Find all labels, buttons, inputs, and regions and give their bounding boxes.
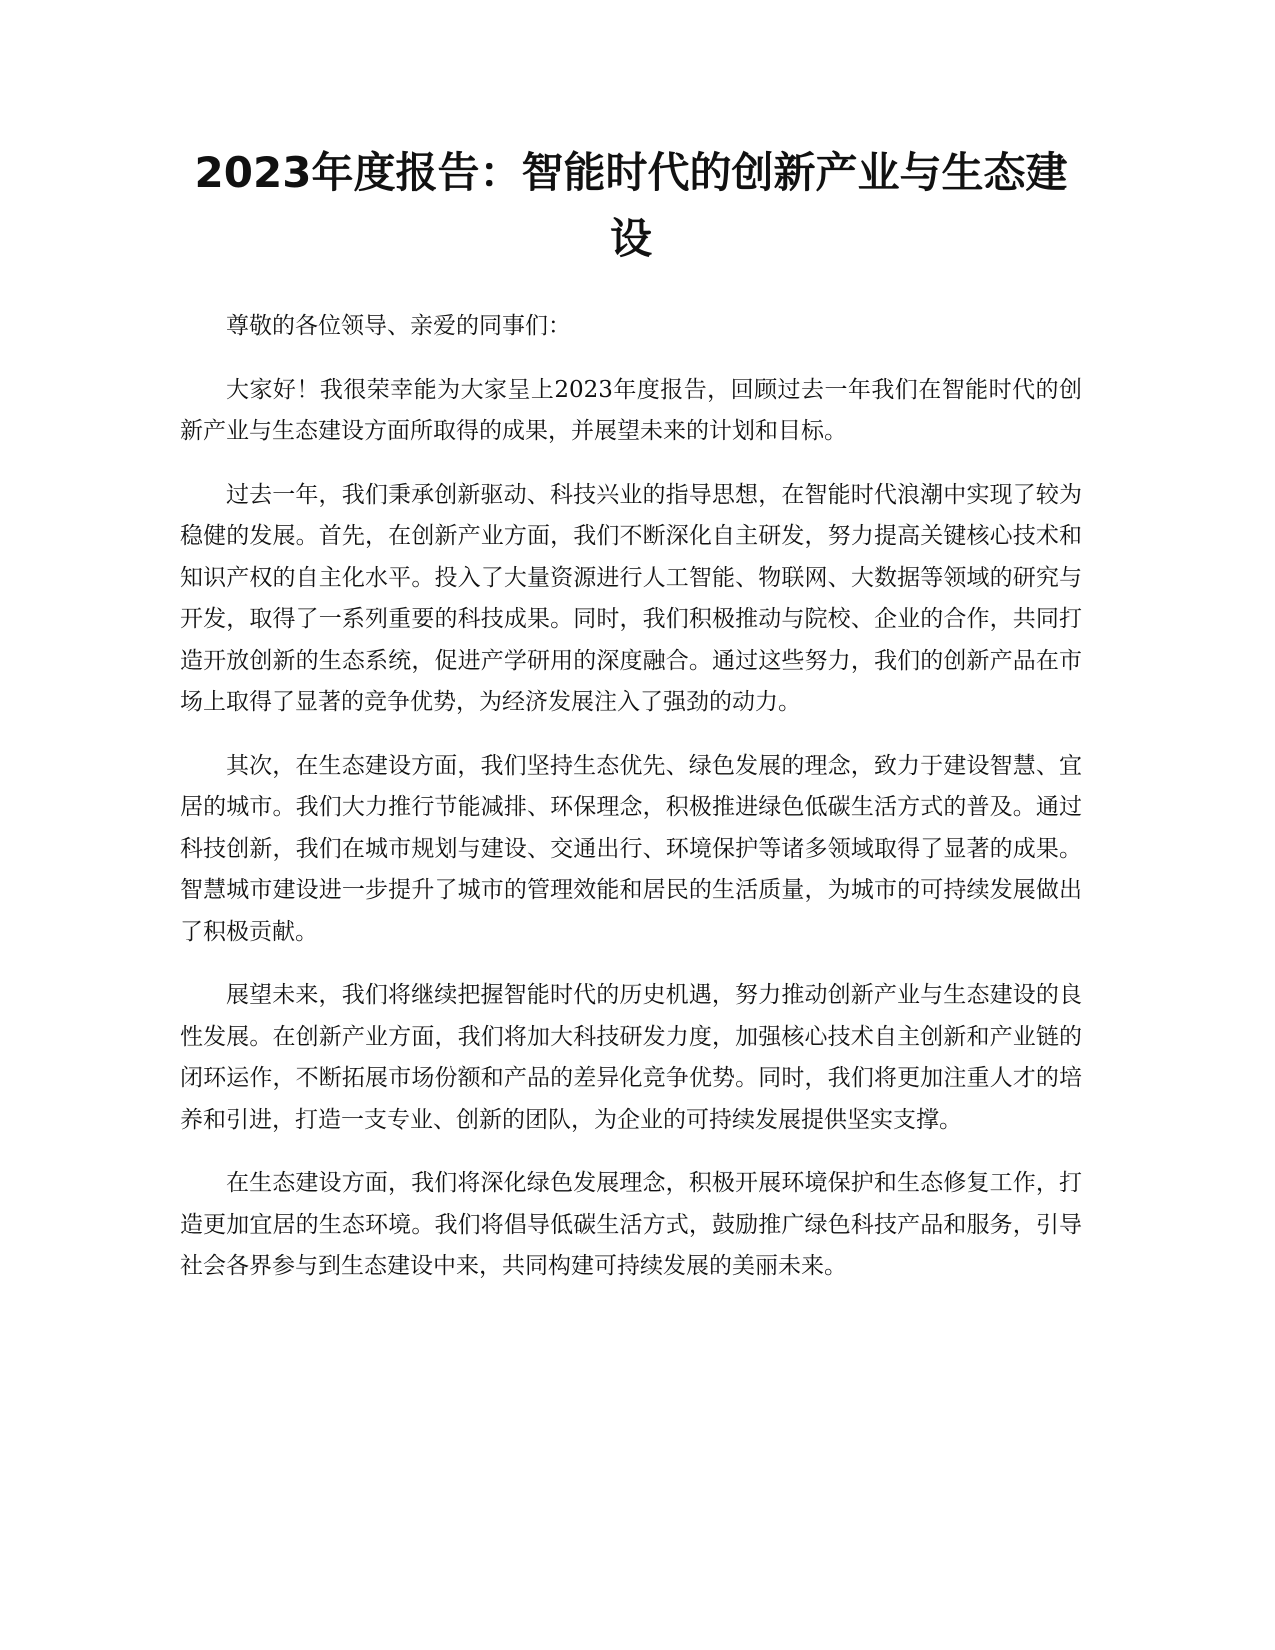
greeting-paragraph: 尊敬的各位领导、亲爱的同事们： bbox=[226, 313, 571, 339]
document-title: 2023年度报告：智能时代的创新产业与生态建设 bbox=[194, 148, 1068, 263]
ecology-outlook-paragraph: 在生态建设方面，我们将深化绿色发展理念，积极开展环境保护和生态修复工作，打造更加宜居的生态环境。我们将倡导低碳生活方式，鼓励推广绿色科技产品和服务，引导社会各界参与到生态建设中来，共同构建可持续发展的美丽未来。 bbox=[180, 1170, 1082, 1279]
review-paragraph: 过去一年，我们秉承创新驱动、科技兴业的指导思想，在智能时代浪潮中实现了较为稳健的发展。首先，在创新产业方面，我们不断深化自主研发，努力提高关键核心技术和知识产权的自主化水平。投入了大量资源进行人工智能、物联网、大数据等领域的研究与开发，取得了一系列重要的科技成果。同时，我们积极推动与院校、企业的合作，共同打造开放创新的生态系统，促进产学研用的深度融合。通过这些努力，我们的创新产品在市场上取得了显著的竞争优势，为经济发展注入了强劲的动力。 bbox=[180, 481, 1082, 715]
intro-paragraph: 大家好！我很荣幸能为大家呈上2023年度报告，回顾过去一年我们在智能时代的创新产业与生态建设方面所取得的成果，并展望未来的计划和目标。 bbox=[180, 376, 1082, 444]
outlook-paragraph: 展望未来，我们将继续把握智能时代的历史机遇，努力推动创新产业与生态建设的良性发展。在创新产业方面，我们将加大科技研发力度，加强核心技术自主创新和产业链的闭环运作，不断拓展市场份额和产品的差异化竞争优势。同时，我们将更加注重人才的培养和引进，打造一支专业、创新的团队，为企业的可持续发展提供坚实支撑。 bbox=[180, 982, 1082, 1133]
ecology-paragraph: 其次，在生态建设方面，我们坚持生态优先、绿色发展的理念，致力于建设智慧、宜居的城市。我们大力推行节能减排、环保理念，积极推进绿色低碳生活方式的普及。通过科技创新，我们在城市规划与建设、交通出行、环境保护等诸多领域取得了显著的成果。智慧城市建设进一步提升了城市的管理效能和居民的生活质量，为城市的可持续发展做出了积极贡献。 bbox=[180, 752, 1082, 945]
document-page bbox=[180, 140, 1082, 1310]
